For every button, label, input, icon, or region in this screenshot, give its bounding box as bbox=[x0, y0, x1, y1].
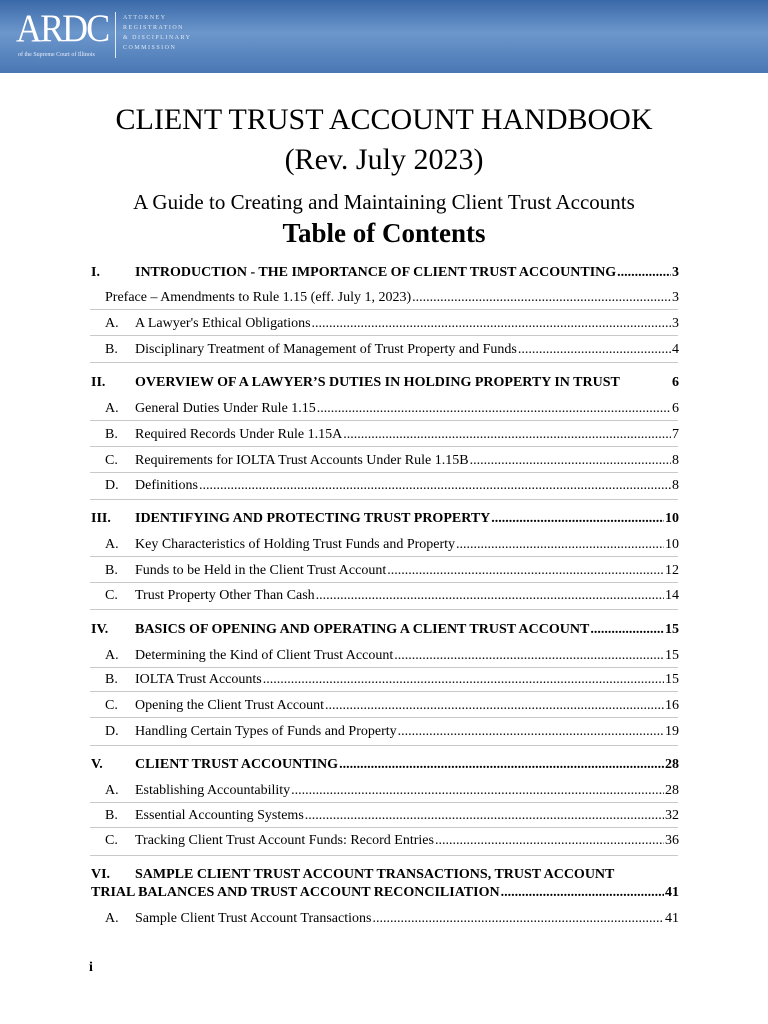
toc-section-heading[interactable] bbox=[91, 756, 679, 774]
divider bbox=[90, 499, 678, 500]
toc-entry[interactable] bbox=[105, 315, 679, 333]
toc-leader bbox=[317, 400, 671, 418]
divider bbox=[90, 362, 678, 363]
toc-entry-title: General Duties Under Rule 1.15 bbox=[135, 401, 316, 416]
divider bbox=[90, 667, 678, 668]
toc-section-number: VI. bbox=[91, 867, 111, 882]
toc-entry[interactable] bbox=[105, 562, 679, 580]
toc-entry[interactable] bbox=[105, 341, 679, 359]
logo-line: & DISCIPLINARY bbox=[123, 35, 192, 41]
toc-entry-title: Establishing Accountability bbox=[135, 783, 291, 798]
toc-page-number: 41 bbox=[665, 911, 679, 926]
toc-page-number: 15 bbox=[665, 622, 679, 637]
toc-section-number: V. bbox=[91, 757, 103, 772]
toc-entry[interactable] bbox=[105, 807, 679, 825]
divider bbox=[90, 335, 678, 336]
toc-leader bbox=[305, 807, 664, 825]
toc-section-number: IV. bbox=[91, 622, 109, 637]
toc-page-number: 6 bbox=[672, 375, 679, 390]
toc-page-number: 15 bbox=[665, 672, 679, 687]
divider bbox=[90, 691, 678, 692]
divider bbox=[90, 309, 678, 310]
toc-entry-number: A. bbox=[105, 648, 119, 663]
toc-entry[interactable] bbox=[105, 671, 679, 689]
toc-leader bbox=[412, 289, 671, 307]
toc-page-number: 19 bbox=[665, 724, 679, 739]
toc-entry-title: Preface – Amendments to Rule 1.15 (eff. July 1, 2023) bbox=[105, 290, 412, 305]
toc-entry-title: Essential Accounting Systems bbox=[135, 808, 304, 823]
toc-entry-title: Trust Property Other Than Cash bbox=[135, 588, 315, 603]
toc-page-number: 28 bbox=[665, 757, 679, 772]
toc-section-heading-line1[interactable] bbox=[91, 866, 614, 884]
toc-page-number: 32 bbox=[665, 808, 679, 823]
ardc-logo: ARDC bbox=[16, 7, 109, 50]
toc-entry-number: A. bbox=[105, 911, 119, 926]
toc-entry-title: IOLTA Trust Accounts bbox=[135, 672, 262, 687]
logo-commission-text bbox=[123, 13, 192, 53]
toc-entry[interactable] bbox=[105, 782, 679, 800]
toc-section-title: TRIAL BALANCES AND TRUST ACCOUNT RECONCILIATION bbox=[91, 885, 500, 900]
toc-entry-number: B. bbox=[105, 808, 118, 823]
divider bbox=[90, 802, 678, 803]
toc-entry-number: B. bbox=[105, 427, 118, 442]
toc-leader bbox=[394, 647, 664, 665]
toc-entry-title: Handling Certain Types of Funds and Property bbox=[135, 724, 397, 739]
divider bbox=[90, 827, 678, 828]
logo-line: REGISTRATION bbox=[123, 25, 184, 31]
toc-leader bbox=[617, 264, 671, 282]
divider bbox=[90, 717, 678, 718]
toc-leader bbox=[470, 452, 671, 470]
divider bbox=[90, 420, 678, 421]
toc-page-number: 7 bbox=[672, 427, 679, 442]
logo-line: ATTORNEY bbox=[123, 15, 167, 21]
divider bbox=[90, 446, 678, 447]
toc-leader bbox=[491, 510, 664, 528]
toc-section-title: IDENTIFYING AND PROTECTING TRUST PROPERTY bbox=[135, 511, 491, 526]
divider bbox=[90, 745, 678, 746]
toc-page-number: 6 bbox=[672, 401, 679, 416]
divider bbox=[90, 855, 678, 856]
document-subtitle: A Guide to Creating and Maintaining Client Trust Accounts bbox=[133, 190, 635, 214]
toc-entry[interactable] bbox=[105, 647, 679, 665]
toc-section-title: OVERVIEW OF A LAWYER’S DUTIES IN HOLDING PROPERTY IN TRUST bbox=[135, 375, 620, 390]
toc-leader bbox=[343, 426, 671, 444]
toc-leader bbox=[518, 341, 671, 359]
toc-page-number: 16 bbox=[665, 698, 679, 713]
toc-entry-title: Disciplinary Treatment of Management of Trust Property and Funds bbox=[135, 342, 517, 357]
header-banner bbox=[0, 0, 768, 73]
divider bbox=[90, 609, 678, 610]
document-revision: (Rev. July 2023) bbox=[284, 143, 484, 176]
toc-section-number: II. bbox=[91, 375, 106, 390]
toc-section-title: CLIENT TRUST ACCOUNTING bbox=[135, 757, 339, 772]
toc-entry[interactable] bbox=[105, 832, 679, 850]
toc-entry-number: A. bbox=[105, 401, 119, 416]
toc-entry-number: A. bbox=[105, 537, 119, 552]
toc-section-heading[interactable] bbox=[91, 374, 679, 392]
toc-leader bbox=[387, 562, 664, 580]
toc-entry-number: C. bbox=[105, 833, 118, 848]
toc-entry-title: Definitions bbox=[135, 478, 198, 493]
toc-section-number: III. bbox=[91, 511, 111, 526]
toc-entry[interactable] bbox=[105, 426, 679, 444]
toc-entry-title: Required Records Under Rule 1.15A bbox=[135, 427, 343, 442]
logo-subtitle: of the Supreme Court of Illinois bbox=[18, 52, 95, 58]
toc-section-heading[interactable] bbox=[91, 621, 679, 639]
divider bbox=[90, 472, 678, 473]
toc-page-number: 8 bbox=[672, 453, 679, 468]
toc-entry[interactable] bbox=[105, 910, 679, 928]
toc-leader bbox=[398, 723, 664, 741]
toc-entry-title: Key Characteristics of Holding Trust Funds and Property bbox=[135, 537, 456, 552]
toc-entry-title: Determining the Kind of Client Trust Account bbox=[135, 648, 394, 663]
toc-leader bbox=[501, 884, 664, 902]
toc-leader bbox=[372, 910, 664, 928]
toc-section-heading-line2[interactable] bbox=[91, 884, 679, 902]
logo-divider bbox=[115, 12, 116, 58]
toc-entry-title: Tracking Client Trust Account Funds: Record Entries bbox=[135, 833, 434, 848]
toc-leader bbox=[435, 832, 664, 850]
toc-entry-title: Sample Client Trust Account Transactions bbox=[135, 911, 372, 926]
toc-leader bbox=[291, 782, 664, 800]
toc-entry-number: B. bbox=[105, 672, 118, 687]
toc-page-number: 28 bbox=[665, 783, 679, 798]
toc-leader bbox=[325, 697, 664, 715]
toc-entry-number: C. bbox=[105, 453, 118, 468]
toc-section-heading[interactable] bbox=[91, 264, 679, 282]
toc-page-number: 4 bbox=[672, 342, 679, 357]
toc-entry-number: A. bbox=[105, 783, 119, 798]
toc-leader bbox=[263, 671, 664, 689]
toc-page-number: 10 bbox=[665, 537, 679, 552]
toc-entry[interactable] bbox=[105, 723, 679, 741]
toc-entry[interactable] bbox=[105, 697, 679, 715]
divider bbox=[90, 556, 678, 557]
toc-page-number: 41 bbox=[665, 885, 679, 900]
toc-leader bbox=[456, 536, 664, 554]
toc-page-number: 8 bbox=[672, 478, 679, 493]
toc-entry[interactable] bbox=[105, 536, 679, 554]
toc-leader bbox=[339, 756, 664, 774]
toc-page-number: 15 bbox=[665, 648, 679, 663]
toc-page-number: 3 bbox=[672, 316, 679, 331]
toc-entry-title: A Lawyer's Ethical Obligations bbox=[135, 316, 311, 331]
toc-entry[interactable] bbox=[105, 452, 679, 470]
toc-entry-title: Opening the Client Trust Account bbox=[135, 698, 324, 713]
toc-leader bbox=[199, 477, 671, 495]
toc-page-number: 3 bbox=[672, 290, 679, 305]
toc-entry-number: C. bbox=[105, 588, 118, 603]
toc-entry-number: D. bbox=[105, 724, 119, 739]
toc-entry-number: B. bbox=[105, 342, 118, 357]
toc-leader bbox=[312, 315, 671, 333]
toc-entry[interactable] bbox=[105, 289, 679, 307]
toc-page-number: 14 bbox=[665, 588, 679, 603]
toc-page-number: 10 bbox=[665, 511, 679, 526]
toc-entry-title: Requirements for IOLTA Trust Accounts Under Rule 1.15B bbox=[135, 453, 469, 468]
toc-page-number: 36 bbox=[665, 833, 679, 848]
toc-section-number: I. bbox=[91, 265, 100, 280]
divider bbox=[90, 582, 678, 583]
toc-leader bbox=[316, 587, 664, 605]
logo-line: COMMISSION bbox=[123, 45, 177, 51]
toc-entry-number: C. bbox=[105, 698, 118, 713]
toc-entry[interactable] bbox=[105, 400, 679, 418]
toc-leader bbox=[590, 621, 664, 639]
toc-page-number: 3 bbox=[672, 265, 679, 280]
toc-entry-number: B. bbox=[105, 563, 118, 578]
toc-page-number: 12 bbox=[665, 563, 679, 578]
toc-entry-number: A. bbox=[105, 316, 119, 331]
toc-section-title: INTRODUCTION - THE IMPORTANCE OF CLIENT TRUST ACCOUNTING bbox=[135, 265, 617, 280]
toc-entry-number: D. bbox=[105, 478, 119, 493]
toc-entry-title: Funds to be Held in the Client Trust Account bbox=[135, 563, 387, 578]
toc-section-title: BASICS OF OPENING AND OPERATING A CLIENT TRUST ACCOUNT bbox=[135, 622, 590, 637]
document-title: CLIENT TRUST ACCOUNT HANDBOOK bbox=[115, 103, 653, 136]
toc-section-heading[interactable] bbox=[91, 510, 679, 528]
toc-entry[interactable] bbox=[105, 477, 679, 495]
page-number: i bbox=[89, 960, 93, 975]
toc-section-title: SAMPLE CLIENT TRUST ACCOUNT TRANSACTIONS, TRUST ACCOUNT bbox=[135, 867, 615, 882]
toc-entry[interactable] bbox=[105, 587, 679, 605]
toc-heading: Table of Contents bbox=[282, 218, 486, 248]
